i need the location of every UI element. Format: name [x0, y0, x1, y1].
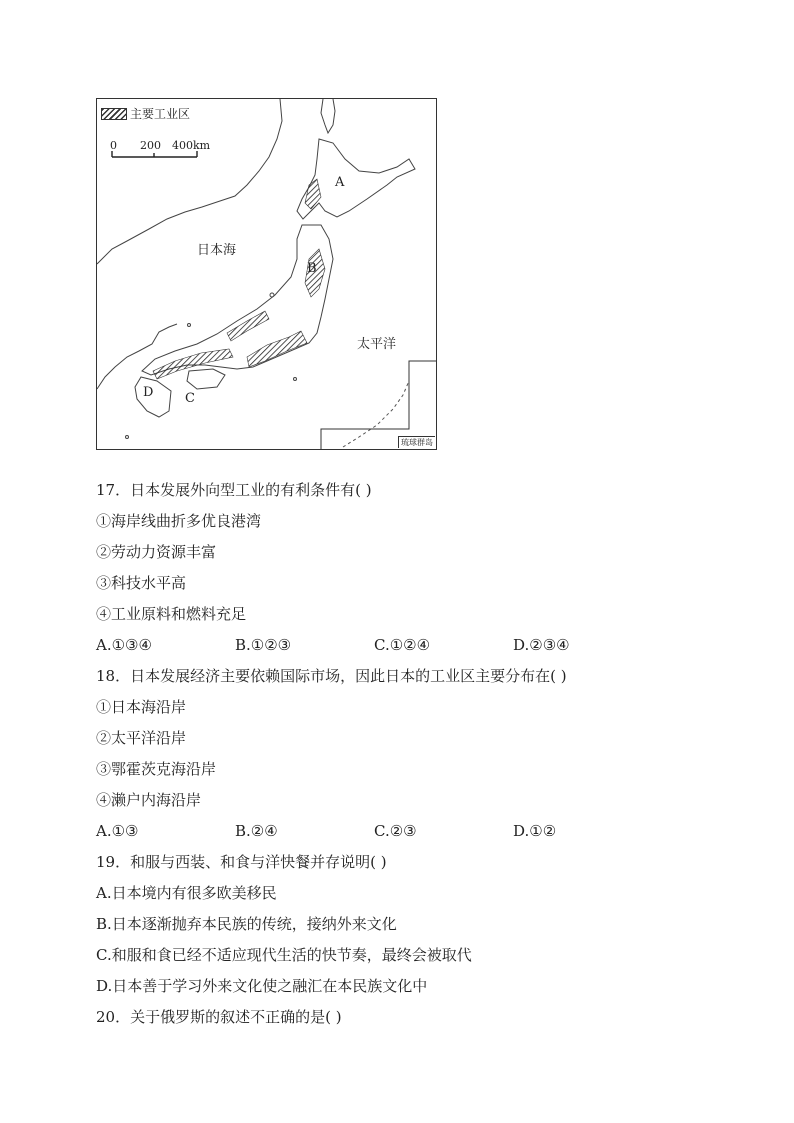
shikoku-coast — [187, 369, 225, 389]
option-b[interactable]: B.②④ — [235, 822, 278, 840]
statement-item: ④工业原料和燃料充足 — [96, 605, 247, 623]
sakhalin-coast — [321, 99, 335, 133]
map-legend — [101, 105, 190, 122]
sea-of-japan-label: 日本海 — [197, 243, 237, 258]
question-17 — [96, 480, 736, 666]
japan-map — [96, 98, 437, 450]
pacific-ocean-label: 太平洋 — [357, 337, 397, 352]
legend-label: 主要工业区 — [130, 107, 191, 121]
question-18 — [96, 666, 736, 852]
option-a[interactable]: A.①③④ — [96, 636, 152, 654]
question-stem: 18．日本发展经济主要依赖国际市场，因此日本的工业区主要分布在( ) — [96, 667, 567, 685]
statement-item: ②劳动力资源丰富 — [96, 543, 217, 561]
region-a-label: A — [335, 175, 345, 190]
statement-item: ①海岸线曲折多优良港湾 — [96, 512, 262, 530]
question-stem: 17．日本发展外向型工业的有利条件有( ) — [96, 481, 372, 499]
statement-item: ②太平洋沿岸 — [96, 729, 187, 747]
option-c[interactable]: C.①②④ — [374, 636, 431, 654]
question-20 — [96, 1007, 736, 1038]
islet — [126, 436, 129, 439]
statement-item: ①日本海沿岸 — [96, 698, 187, 716]
islet — [188, 324, 191, 327]
option-c[interactable]: C.②③ — [374, 822, 417, 840]
option-a[interactable]: A.日本境内有很多欧美移民 — [96, 884, 277, 902]
ryukyu-label: 琉球群岛 — [398, 436, 435, 448]
statement-item: ④濑户内海沿岸 — [96, 791, 202, 809]
scale-tick-400: 400km — [172, 139, 211, 152]
statement-item: ③科技水平高 — [96, 574, 187, 592]
option-c[interactable]: C.和服和食已经不适应现代生活的快节奏，最终会被取代 — [96, 946, 472, 964]
hokkaido-coast — [297, 139, 415, 219]
region-b-label: B — [307, 261, 317, 276]
answer-options — [96, 635, 736, 666]
option-d[interactable]: D.②③④ — [513, 636, 570, 654]
statement-item: ③鄂霍茨克海沿岸 — [96, 760, 217, 778]
question-stem: 19．和服与西装、和食与洋快餐并存说明( ) — [96, 853, 387, 871]
hatch-swatch — [101, 108, 127, 120]
answer-options — [96, 821, 736, 852]
honshu-coast — [142, 225, 333, 375]
option-a[interactable]: A.①③ — [96, 822, 139, 840]
islet — [294, 378, 297, 381]
region-d-label: D — [143, 385, 154, 400]
option-d[interactable]: D.日本善于学习外来文化使之融汇在本民族文化中 — [96, 977, 428, 995]
option-b[interactable]: B.①②③ — [235, 636, 292, 654]
option-d[interactable]: D.①② — [513, 822, 557, 840]
region-c-label: C — [185, 391, 195, 406]
scale-tick-200: 200 — [140, 139, 161, 152]
question-stem: 20．关于俄罗斯的叙述不正确的是( ) — [96, 1008, 342, 1026]
option-b[interactable]: B.日本逐渐抛弃本民族的传统，接纳外来文化 — [96, 915, 397, 933]
scale-tick-0: 0 — [110, 139, 117, 152]
islet — [270, 293, 274, 297]
question-19 — [96, 852, 736, 1007]
question-list — [96, 480, 736, 1038]
